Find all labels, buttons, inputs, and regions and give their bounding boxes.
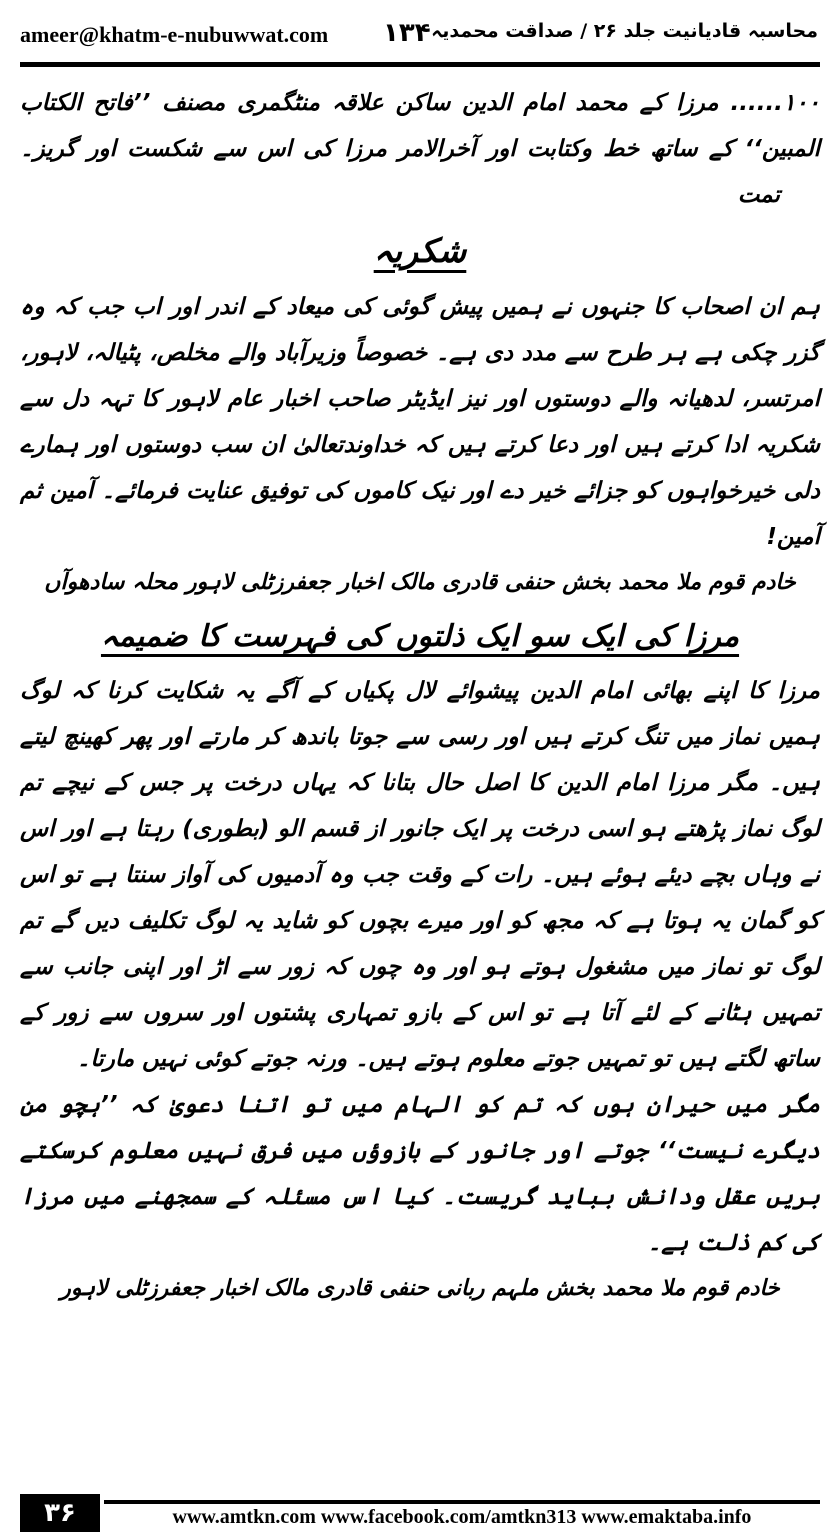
header-book-title: محاسبہ قادیانیت جلد ۲۶ / صداقت محمدیہ (431, 20, 818, 42)
footer-page-box: ۳۶ (20, 1494, 100, 1532)
appendix-heading: مرزا کی ایک سو ایک ذلتوں کی فہرست کا ضمیمہ (100, 619, 740, 654)
footer-links[interactable]: www.amtkn.com www.facebook.com/amtkn313 www.emaktaba.info (172, 1506, 752, 1528)
item-number: ۱۰۰...... (730, 90, 820, 116)
header-rule (20, 62, 820, 67)
item-100-text: مرزا کے محمد امام الدین ساکن علاقہ منٹگمری مصنف ’’فاتح الکتاب المبین‘‘ کے ساتھ خط وکتابت اور آخرالامر مرزا کی اس سے شکست اور گریز۔ (20, 90, 820, 162)
end-mark: تمت (737, 182, 780, 208)
page-body (20, 80, 820, 1312)
appendix-paragraph-1: مرزا کا اپنے بھائی امام الدین پیشوائے لال پکیاں کے آگے یہ شکایت کرنا کہ لوگ ہمیں نماز میں تنگ کرتے ہیں اور رسی سے جوتا باندھ کر مارتے اور پھر کھینچ لیتے ہیں۔ مگر مرزا امام الدین کا اصل حال بتانا کہ یہاں درخت پر جس کے نیچے تم لوگ نماز پڑھتے ہو اسی درخت پر ایک جانور از قسم الو (بطوری) رہتا ہے اور اس نے وہاں بچے دیئے ہوئے ہیں۔ رات کے وقت جب وہ آدمیوں کی آواز سنتا ہے تو اس کو گمان یہ ہوتا ہے کہ مجھ کو اور میرے بچوں کو شاید یہ لوگ تکلیف دیں گے تم لوگ تو نماز میں مشغول ہوتے ہو اور وہ چوں کہ زور سے اڑ اور اپنی جانب سے تمہیں ہٹانے کے لئے آتا ہے تو اس کے بازو تمہاری پشتوں اور سروں سے زور کے ساتھ لگتے ہیں تو تمہیں جوتے معلوم ہوتے ہیں۔ ورنہ جوتے کوئی نہیں مارتا۔ (20, 678, 820, 1072)
shukriya-signature: خادم قوم ملا محمد بخش حنفی قادری مالک اخبار جعفرزٹلی لاہور محلہ سادھوآں (44, 570, 796, 595)
header-email: ameer@khatm-e-nubuwwat.com (20, 22, 329, 47)
shukriya-heading: شکریہ (373, 231, 467, 270)
item-100-paragraph (20, 80, 820, 218)
shukriya-paragraph: ہم ان اصحاب کا جنہوں نے ہمیں پیش گوئی کی میعاد کے اندر اور اب جب کہ وہ گزر چکی ہے ہر طرح سے مدد دی ہے۔ خصوصاً وزیرآباد والے مخلص، پٹیالہ، لاہور، امرتسر، لدھیانہ والے دوستوں اور نیز ایڈیٹر صاحب اخبار عام لاہور کا تہہ دل سے شکریہ ادا کرتے ہیں اور دعا کرتے ہیں کہ خداوندتعالیٰ ان سب دوستوں اور ہمارے دلی خیرخواہوں کو جزائے خیر دے اور نیک کاموں کی توفیق عنایت فرمائے۔ آمین ثم آمین! (20, 294, 820, 550)
appendix-paragraph-2: مگر میں حیران ہوں کہ تم کو الہام میں تو اتنا دعویٰ کہ ’’ہچو من دیگرے نیست‘‘ جوتے اور جانور کے بازوؤں میں فرق نہیں معلوم کرسکتے بریں عقل ودانش بباید گریست۔ کیا اس مسئلہ کے سمجھنے میں مرزا کی کم ذلت ہے۔ (20, 1092, 820, 1256)
header-page-number: ۱۳۴ (383, 18, 431, 48)
appendix-signature: خادم قوم ملا محمد بخش ملہم ربانی حنفی قادری مالک اخبار جعفرزٹلی لاہور (60, 1276, 780, 1301)
footer-rule (104, 1500, 820, 1504)
